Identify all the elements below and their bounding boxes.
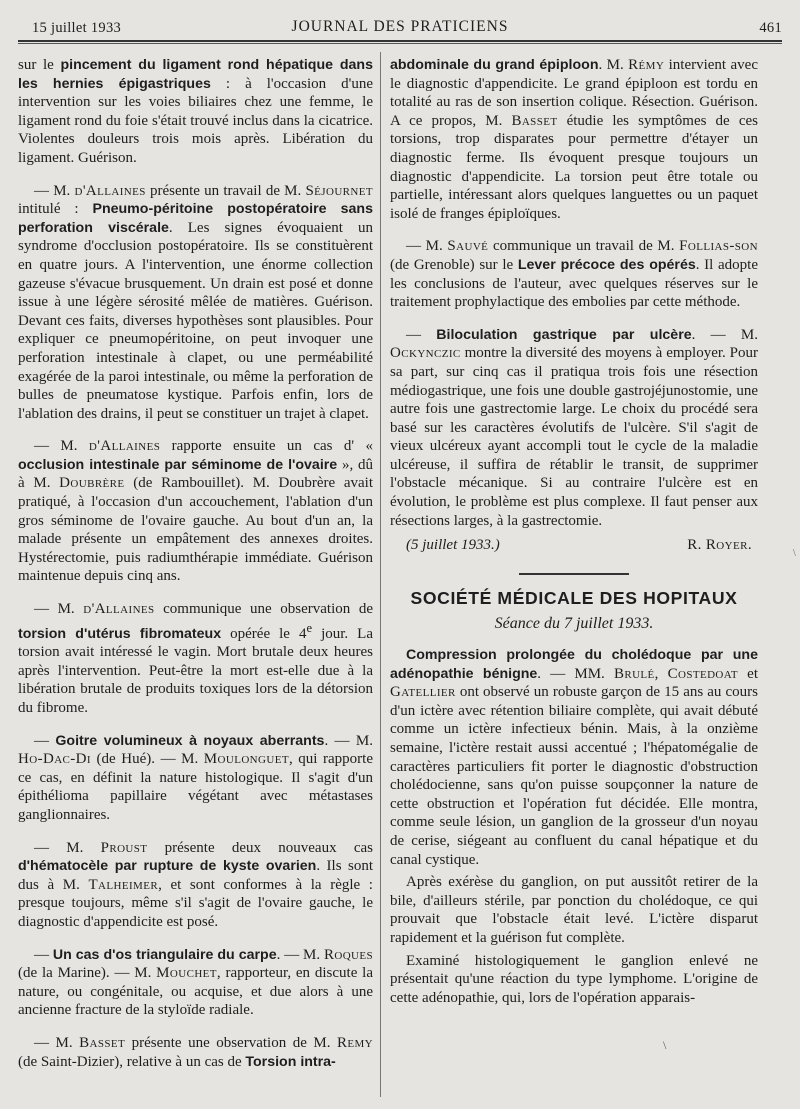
bottom-mark: \ (663, 1038, 667, 1052)
paragraph-ligament-rond: sur le pincement du ligament rond hépatique dans les hernies épigastriques : à l'occasion d'une intervention sur les voies biliaires chez une femme, le ligament rond du foie s'était trouvé inclus dans la cicatrice. Violentes douleurs trois mois après. Libération du ligament. Guérison. (18, 57, 373, 166)
paragraph-biloculation: — Biloculation gastrique par ulcère. — M. Ockynczic montre la diversité des moyens à employer. Pour sa part, sur cinq cas il pratiqua trois fois une résection médiogastrique, une fois une double gastrojéjunostomie, une autre fois une gastrectomie large. Le choix du procédé sera basé sur les caractères évolutifs de l'ulcère. S'il s'agit de vieux ulcéreux ayant accompli tout le cycle de la maladie ulcéreuse, il suffira de rétablir le transit, de supprimer l'obstacle mécanique. Si au contraire l'ulcère est en évolution, le problème est plus complexe. Il faut penser aux résections larges, à la gastrectomie. (390, 326, 758, 529)
report-date: (5 juillet 1933.) (406, 537, 500, 554)
topic-title: Torsion intra- (245, 1053, 336, 1070)
paragraph-exerese: Après exérèse du ganglion, on put aussitôt retirer de la bile, d'ailleurs stérile, par ponction du cholédoque, ce qui prouvait que l'obstacle était levé. L'ictère disparut rapidement et la guérison fut complète. (390, 874, 758, 946)
paragraph-hematocele: — M. Proust présente deux nouveaux cas d'hématocèle par rupture de kyste ovarien. Ils sont dus à M. Talheimer, et sont conformes à la règle : presque toujours, même s'il s'agit de l'ovaire gauche, le diagnostic d'appendicite est posé. (18, 839, 373, 930)
topic-title: Pneumo-péritoine postopératoire sans perforation viscérale (18, 201, 373, 236)
paragraph-torsion-epiploon-start: — M. Basset présente une observation de M. Remy (de Saint-Dizier), relative à un cas de Torsion intra- (18, 1034, 373, 1070)
paragraph-seminome: — M. d'Allaines rapporte ensuite un cas d' « occlusion intestinale par séminome de l'ovaire », dû à M. Doubrère (de Rambouillet). M. Doubrère avait pratiqué, à l'occasion d'un accouchement, l'ablation d'un gros séminome de l'ovaire gauche. Au bout d'un an, la malade présente un empâtement des annexes droites. Hystérectomie, puis radiumthérapie immédiate. Guérison maintenue depuis cinq ans. (18, 438, 373, 585)
column-divider (380, 52, 381, 1097)
page-header (18, 14, 782, 36)
topic-title: Biloculation gastrique par ulcère (436, 326, 692, 343)
topic-title: Goitre volumineux à noyaux aberrants (55, 732, 325, 749)
header-rule-thin (18, 43, 782, 44)
topic-title: Compression prolongée du cholédoque par une adénopathie bénigne (390, 647, 758, 682)
paragraph-torsion-epiploon-cont: abdominale du grand épiploon. M. Rémy intervient avec le diagnostic d'appendicite. Le grand épiploon est tordu en totalité au ras de son insertion colique. Résection. Guérison. A ce propos, M. Basset étudie les symptômes de ces torsions, trop disparates pour permettre d'étayer un diagnostic ferme. Ils évoquent presque toujours un diagnostic d'appendicite. La torsion peut être totale ou partielle, intéressant alors quelques languettes ou un paquet isolé de franges épiploïques. (390, 57, 758, 222)
report-signature (390, 536, 758, 555)
report-author: R. Royer. (687, 537, 752, 554)
paragraph-goitre: — Goitre volumineux à noyaux aberrants. — M. Ho-Dac-Di (de Hué). — M. Moulonguet, qui rapporte ce cas, en définit la nature histologique. Il s'agit d'un épithélioma papillaire végétant avec métastases ganglionnaires. (18, 732, 374, 823)
paragraph-os-triangulaire: — Un cas d'os triangulaire du carpe. — M. Roques (de la Marine). — M. Mouchet, rapporteur, en discute la nature, ou congénitale, ou acquise, et due alors à une ancienne fracture de la styloïde radiale. (18, 946, 374, 1019)
section-separator (519, 573, 629, 575)
header-rule (18, 40, 782, 42)
topic-title: Lever précoce des opérés (517, 256, 696, 273)
section-subtitle: Séance du 7 juillet 1933. (494, 615, 654, 633)
page-number: 461 (759, 20, 782, 36)
topic-title: abdominale du grand épiploon (390, 57, 599, 73)
paragraph-choledoque: Compression prolongée du cholédoque par une adénopathie bénigne. — MM. Brulé, Costedoat et Gatellier ont observé un robuste garçon de 15 ans au cours d'un ictère avec rétention biliaire complète, qui avait débuté comme un ictère infectieux bénin. Mais, à la onzième semaine, l'ictère restait aussi accentué ; l'hépatomégalie de caractères particuliers fit porter le diagnostic d'obstruction cholédocienne, sans qu'on puisse soupçonner la nature de cette obstruction et l'opération fut décidée. Elle montra, comme seule lésion, un ganglion de la grosseur d'un noyau de cerise, siégeant au confluent du canal hépatique et du canal cystique. (390, 647, 758, 868)
left-column (18, 56, 373, 1085)
edge-mark: \ (793, 548, 796, 559)
author-name: d'Allaines (74, 182, 146, 199)
section-title: SOCIÉTÉ MÉDICALE DES HOPITAUX (410, 587, 738, 608)
topic-title: torsion d'utérus fibromateux (18, 625, 222, 642)
paragraph-histologie: Examiné histologiquement le ganglion enlevé ne présentait qu'une réaction du type lymphome. L'origine de cette adénopathie, qui, lors de l'opération apparais- (390, 952, 758, 1006)
paragraph-pneumo-peritoine: — M. d'Allaines présente un travail de M. Séjournet intitulé : Pneumo-péritoine postopératoire sans perforation viscérale. Les signes évoquaient un syndrome d'occlusion postopératoire. Ils se constituèrent en quatre jours. A l'intervention, une énorme collection gazeuse s'évacue brusquement. Un drain est posé et donne issue à une légère sérosité mêlée de matières. Guérison. Devant ces faits, diverses hypothèses sont plausibles. Pour expliquer ce pneumopéritoine, on peut invoquer une perforation intestinale à clapet, ou une perméabilité exagérée de la paroi intestinale, ou même la perforation de bulles de pneumatose kystique. Parfois enfin, lors de l'ablation des drains, il peut se constituer un trajet à clapet. (18, 182, 374, 422)
author-name: Séjournet (305, 182, 373, 199)
header-date: 15 juillet 1933 (32, 20, 122, 36)
topic-title: occlusion intestinale par séminome de l'ovaire (18, 456, 338, 473)
paragraph-torsion-uterus: — M. d'Allaines communique une observation de torsion d'utérus fibromateux opérée le 4e jour. La torsion avait intéressé le vagin. Mort brutale deux heures après l'intervention. Peut-être la mort est-elle due à la libération brutale de produits toxiques lors de la détorsion du fibrome. (18, 601, 374, 716)
topic-title: d'hématocèle par rupture de kyste ovarien (18, 858, 317, 875)
topic-title: Un cas d'os triangulaire du carpe (52, 946, 277, 963)
journal-title: JOURNAL DES PRATICIENS (291, 18, 509, 35)
right-column (390, 56, 758, 1007)
topic-title: pincement du ligament rond hépatique dans les hernies épigastriques (18, 57, 373, 92)
paragraph-lever-precoce: — M. Sauvé communique un travail de M. Follias-son (de Grenoble) sur le Lever précoce des opérés. Il adopte les conclusions de l'auteur, avec quelques réserves sur le traitement prophylactique des embolies par cette méthode. (390, 238, 758, 311)
